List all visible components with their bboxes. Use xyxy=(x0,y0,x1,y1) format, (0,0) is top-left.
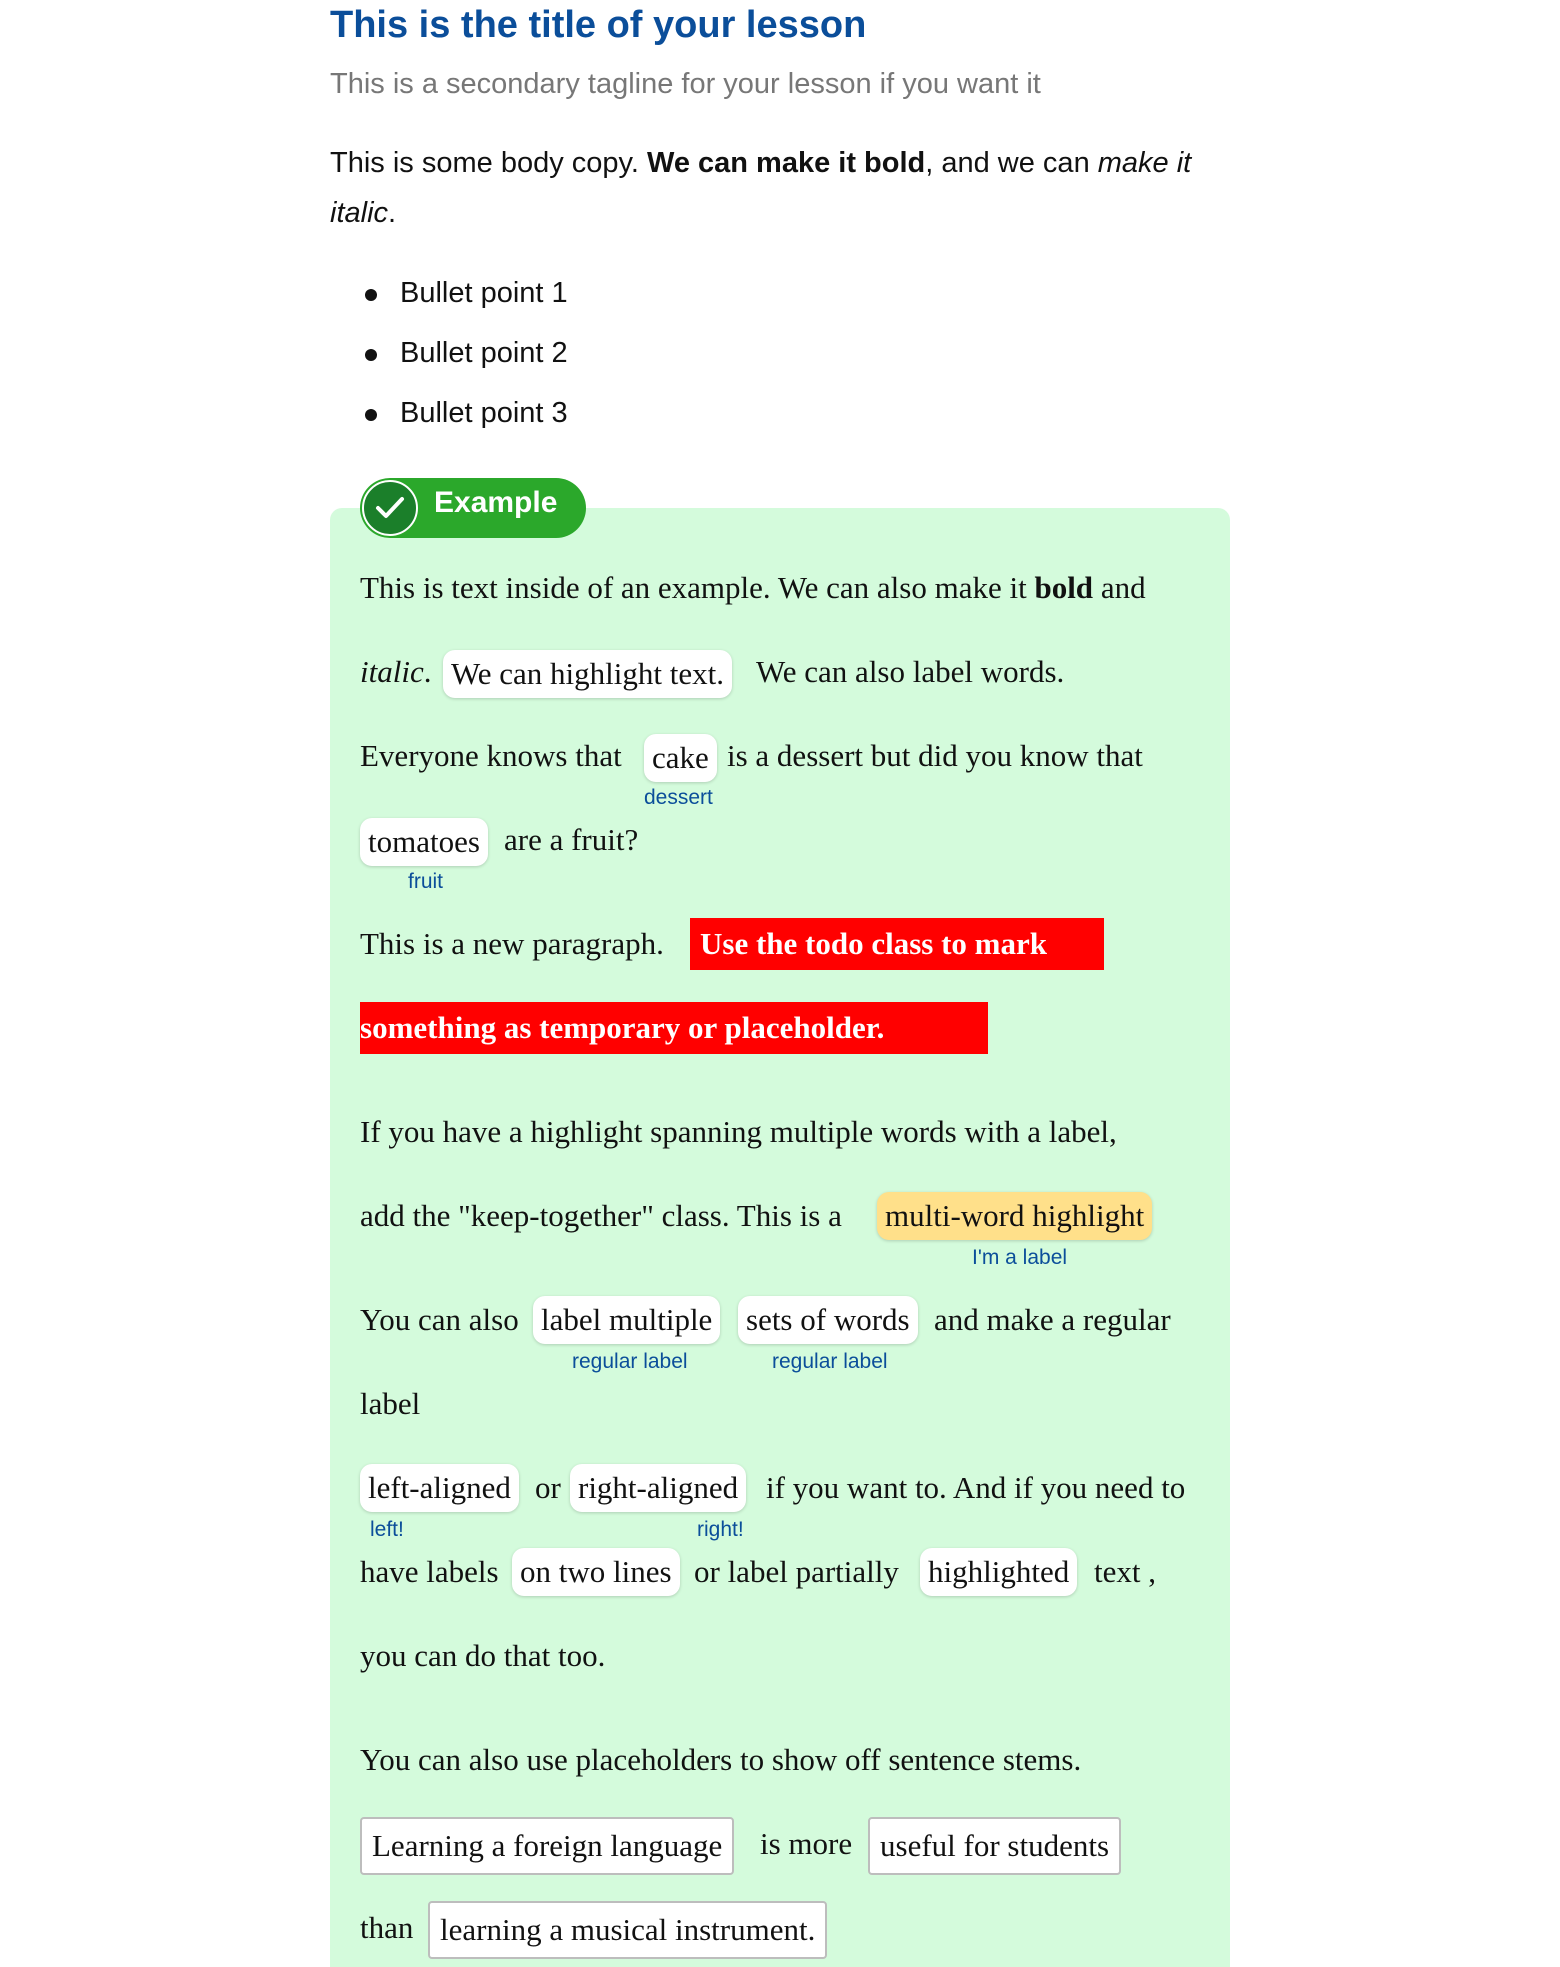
highlight: We can highlight text. xyxy=(443,650,732,698)
highlight-sets-of-words: sets of words xyxy=(738,1296,918,1344)
example-text: label xyxy=(360,1386,421,1421)
label-left: left! xyxy=(370,1518,404,1541)
multi-word-highlight: multi-word highlight xyxy=(877,1192,1152,1240)
example-text: Everyone knows that xyxy=(360,738,622,773)
body-text: , and we can xyxy=(925,147,1098,179)
label-regular: regular label xyxy=(772,1350,888,1373)
highlight-label-multiple: label multiple xyxy=(533,1296,720,1344)
lesson-title: This is the title of your lesson xyxy=(330,4,867,46)
highlight-partial: highlighted xyxy=(920,1548,1077,1596)
bullet-list xyxy=(330,268,568,448)
todo-highlight: something as temporary or placeholder. xyxy=(360,1002,988,1054)
example-text: if you want to. And if you need to xyxy=(766,1470,1186,1505)
highlight-tomatoes: tomatoes xyxy=(360,818,488,866)
bullet-item: Bullet point 2 xyxy=(330,328,568,388)
label-dessert: dessert xyxy=(644,786,713,809)
example-bold-text: bold xyxy=(1034,570,1094,605)
checkmark-icon xyxy=(362,480,418,536)
example-text: is more xyxy=(760,1826,853,1861)
highlight-left-aligned: left-aligned xyxy=(360,1464,519,1512)
example-text: is a dessert but did you know that xyxy=(727,738,1143,773)
placeholder-box: Learning a foreign language xyxy=(360,1817,734,1875)
label-right: right! xyxy=(697,1518,744,1541)
example-text: are a fruit? xyxy=(504,822,639,857)
body-italic-text: make it italic xyxy=(330,147,1192,229)
bullet-item: Bullet point 3 xyxy=(330,388,568,448)
example-badge-label: Example xyxy=(434,486,558,519)
bullet-item: Bullet point 1 xyxy=(330,268,568,328)
example-text: add the "keep-together" class. This is a xyxy=(360,1198,842,1233)
example-text: and make a regular xyxy=(934,1302,1171,1337)
label-fruit: fruit xyxy=(408,870,444,893)
body-bold-text: We can make it bold xyxy=(646,147,926,179)
lesson-tagline: This is a secondary tagline for your lesson if you want it xyxy=(330,68,1041,100)
example-text: have labels xyxy=(360,1554,499,1589)
body-text: This is some body copy. xyxy=(330,147,647,179)
example-italic-text: italic xyxy=(360,654,424,689)
example-text: You can also xyxy=(360,1302,519,1337)
placeholder-box: learning a musical instrument. xyxy=(428,1901,827,1959)
example-text: We can also label words. xyxy=(756,654,1065,689)
example-text: This is text inside of an example. We can also make it xyxy=(360,570,1035,605)
example-text: You can also use placeholders to show off sentence stems. xyxy=(360,1742,1082,1777)
example-text: or label partially xyxy=(694,1554,899,1589)
example-text-line xyxy=(360,570,1146,606)
highlight-cake: cake xyxy=(644,734,717,782)
example-text: than xyxy=(360,1910,414,1945)
todo-highlight: Use the todo class to mark xyxy=(690,918,1104,970)
highlight-right-aligned: right-aligned xyxy=(570,1464,746,1512)
example-text: . xyxy=(423,654,432,689)
example-text: you can do that too. xyxy=(360,1638,606,1673)
label-regular: regular label xyxy=(572,1350,688,1373)
placeholder-box: useful for students xyxy=(868,1817,1121,1875)
body-copy xyxy=(330,138,1230,238)
body-text: . xyxy=(388,197,397,229)
example-text: or xyxy=(535,1470,561,1505)
example-text: If you have a highlight spanning multiple words with a label, xyxy=(360,1114,1117,1149)
example-text: and xyxy=(1093,570,1146,605)
example-text: This is a new paragraph. xyxy=(360,926,664,961)
example-text: text , xyxy=(1094,1554,1156,1589)
example-text-line xyxy=(360,654,431,690)
highlight-two-lines: on two lines xyxy=(512,1548,680,1596)
label-im-a-label: I'm a label xyxy=(972,1246,1068,1269)
